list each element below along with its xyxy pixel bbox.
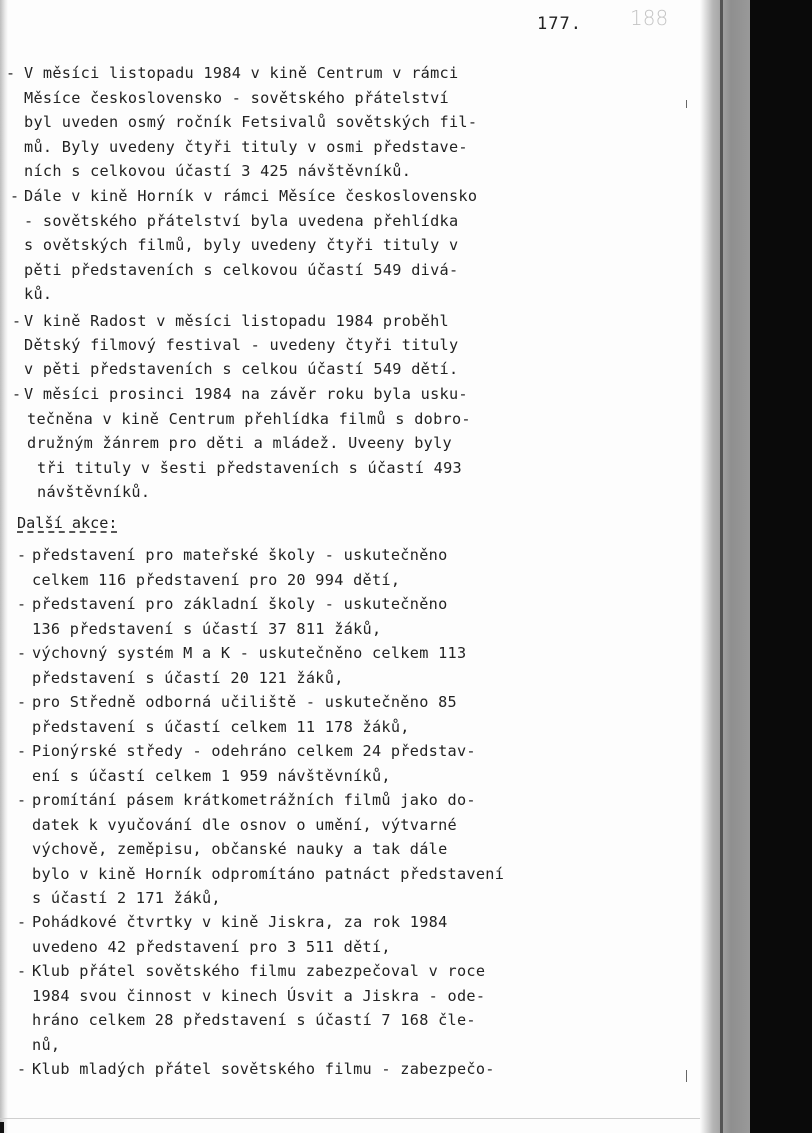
bullet-marker: - bbox=[17, 962, 27, 980]
list-item-line: Klub přátel sovětského filmu zabezpečoval v roce bbox=[32, 962, 486, 980]
text-line: V měsíci prosinci 1984 na závěr roku byla usku- bbox=[24, 385, 468, 403]
text-line: ků. bbox=[24, 285, 53, 303]
bullet-marker: - bbox=[6, 64, 16, 82]
list-item-line: výchově, zeměpisu, občanské nauky a tak dále bbox=[32, 840, 448, 858]
list-item-line: pro Středně odborná učiliště - uskutečněno 85 bbox=[32, 693, 457, 711]
list-item-line: nů, bbox=[32, 1036, 61, 1054]
text-line: pěti představeních s celkovou účastí 549 divá- bbox=[24, 261, 459, 279]
bullet-marker: - bbox=[17, 913, 27, 931]
list-item-line: Pohádkové čtvrtky v kině Jiskra, za rok 1984 bbox=[32, 913, 448, 931]
margin-tick bbox=[686, 100, 687, 108]
bullet-marker: - bbox=[17, 595, 27, 613]
list-item-line: promítání pásem krátkometrážních filmů jako do- bbox=[32, 791, 476, 809]
bullet-marker: - bbox=[17, 791, 27, 809]
text-line: tečněna v kině Centrum přehlídka filmů s dobro- bbox=[27, 410, 471, 428]
list-item-line: 136 představení s účastí 37 811 žáků, bbox=[32, 620, 382, 638]
list-item-line: s účastí 2 171 žáků, bbox=[32, 889, 221, 907]
list-item-line: uvedeno 42 představení pro 3 511 dětí, bbox=[32, 938, 391, 956]
text-line: tři tituly v šesti představeních s účastí 493 bbox=[37, 459, 462, 477]
scan-binding-line bbox=[720, 0, 723, 1133]
text-line: s ovětských filmů, byly uvedeny čtyři tituly v bbox=[24, 236, 459, 254]
bullet-marker: - bbox=[12, 385, 22, 403]
text-line: družným žánrem pro děti a mládež. Uveeny byly bbox=[27, 434, 452, 452]
text-line: mů. Byly uvedeny čtyři tituly v osmi představe- bbox=[24, 138, 468, 156]
scan-corner-mark bbox=[0, 1122, 4, 1133]
list-item-line: Klub mladých přátel sovětského filmu - zabezpečo- bbox=[32, 1060, 495, 1078]
scan-bottom-edge bbox=[0, 1118, 700, 1119]
list-item-line: Pionýrské středy - odehráno celkem 24 představ- bbox=[32, 742, 476, 760]
bullet-marker: - bbox=[17, 693, 27, 711]
list-item-line: celkem 116 představení pro 20 994 dětí, bbox=[32, 571, 401, 589]
list-item-line: představení s účastí celkem 11 178 žáků, bbox=[32, 718, 410, 736]
list-item-line: ení s účastí celkem 1 959 návštěvníků, bbox=[32, 767, 391, 785]
margin-tick bbox=[686, 1070, 687, 1082]
list-item-line: 1984 svou činnost v kinech Úsvit a Jiskra - ode- bbox=[32, 987, 486, 1005]
list-item-line: hráno celkem 28 představení s účastí 7 168 čle- bbox=[32, 1011, 476, 1029]
archive-number: 188 bbox=[630, 6, 669, 30]
list-item-line: bylo v kině Horník odpromítáno patnáct představení bbox=[32, 865, 505, 883]
page-number: 177. bbox=[537, 14, 582, 34]
section-heading: Další akce: bbox=[17, 514, 118, 532]
text-line: v pěti představeních s celkou účastí 549 dětí. bbox=[24, 360, 459, 378]
text-line: V kině Radost v měsíci listopadu 1984 proběhl bbox=[24, 312, 449, 330]
text-line: Dětský filmový festival - uvedeny čtyři tituly bbox=[24, 336, 459, 354]
bullet-marker: - bbox=[12, 312, 22, 330]
text-line: V měsíci listopadu 1984 v kině Centrum v rámci bbox=[24, 64, 459, 82]
list-item-line: výchovný systém M a K - uskutečněno celkem 113 bbox=[32, 644, 467, 662]
bullet-marker: - bbox=[17, 742, 27, 760]
text-line: ních s celkovou účastí 3 425 návštěvníků. bbox=[24, 162, 412, 180]
text-line: byl uveden osmý ročník Fetsivalů sovětských fil- bbox=[24, 113, 478, 131]
list-item-line: datek k vyučování dle osnov o umění, výtvarné bbox=[32, 816, 457, 834]
text-line: - sovětského přátelství byla uvedena přehlídka bbox=[24, 212, 459, 230]
bullet-marker: - bbox=[17, 644, 27, 662]
list-item-line: představení pro mateřské školy - uskutečněno bbox=[32, 546, 448, 564]
scan-left-edge bbox=[0, 0, 8, 1133]
scan-binding-shadow bbox=[700, 0, 752, 1133]
text-line: Měsíce československo - sovětského přátelství bbox=[24, 89, 449, 107]
text-line: návštěvníků. bbox=[37, 483, 151, 501]
bullet-marker: - bbox=[17, 1060, 27, 1078]
bullet-marker: - bbox=[10, 187, 20, 205]
bullet-marker: - bbox=[17, 546, 27, 564]
text-line: Dále v kině Horník v rámci Měsíce československo bbox=[24, 187, 478, 205]
list-item-line: představení pro základní školy - uskutečněno bbox=[32, 595, 448, 613]
scan-dark-margin bbox=[750, 0, 812, 1133]
list-item-line: představení s účastí 20 121 žáků, bbox=[32, 669, 344, 687]
